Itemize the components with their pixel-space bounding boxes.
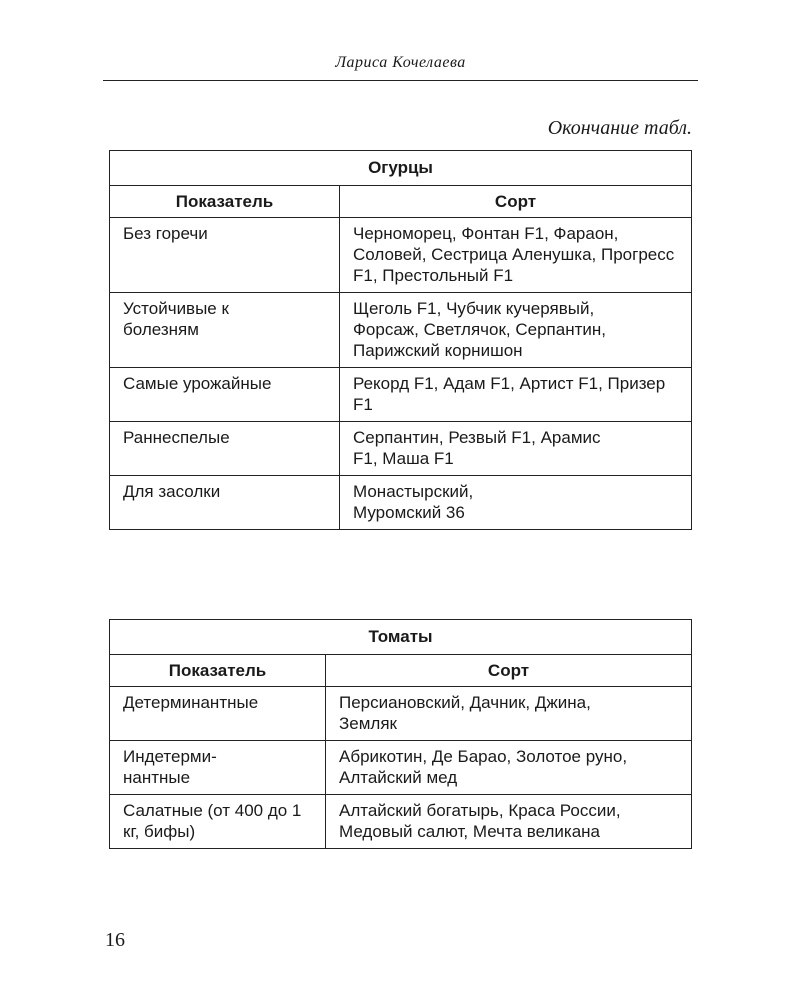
variety-cell: Серпантин, Резвый F1, Арамис F1, Маша F1 [340, 422, 692, 476]
table-row [110, 687, 692, 741]
tomatoes-table-title: Томаты [110, 620, 692, 655]
table-row [110, 476, 692, 530]
indicator-cell: Детерминантные [110, 687, 326, 741]
table-row [110, 368, 692, 422]
column-header-variety: Сорт [340, 186, 692, 218]
table-row [110, 293, 692, 368]
indicator-cell: Салатные (от 400 до 1 кг, бифы) [110, 795, 326, 849]
variety-cell: Монастырский, Муромский 36 [340, 476, 692, 530]
running-head-author: Лариса Кочелаева [335, 54, 466, 71]
indicator-cell: Раннеспелые [110, 422, 340, 476]
table-row [110, 741, 692, 795]
indicator-cell: Для засолки [110, 476, 340, 530]
indicator-cell: Самые урожайные [110, 368, 340, 422]
tomatoes-table [109, 619, 692, 849]
table-row [110, 218, 692, 293]
variety-cell: Щеголь F1, Чубчик кучерявый, Форсаж, Светлячок, Серпантин, Парижский корнишон [340, 293, 692, 368]
cucumbers-table-title: Огурцы [110, 151, 692, 186]
header-rule [103, 80, 698, 81]
variety-cell: Абрикотин, Де Барао, Золотое руно, Алтайский мед [326, 741, 692, 795]
column-header-indicator: Показатель [110, 655, 326, 687]
cucumbers-table [109, 150, 692, 530]
column-header-indicator: Показатель [110, 186, 340, 218]
indicator-cell: Устойчивые к болезням [110, 293, 340, 368]
variety-cell: Рекорд F1, Адам F1, Артист F1, Призер F1 [340, 368, 692, 422]
variety-cell: Персиановский, Дачник, Джина, Земляк [326, 687, 692, 741]
page-number: 16 [105, 929, 125, 951]
column-header-variety: Сорт [326, 655, 692, 687]
variety-cell: Алтайский богатырь, Краса России, Медовый салют, Мечта великана [326, 795, 692, 849]
indicator-cell: Индетерми-нантные [110, 741, 326, 795]
table-continuation-note: Окончание табл. [547, 117, 692, 139]
table-row [110, 422, 692, 476]
indicator-cell: Без горечи [110, 218, 340, 293]
variety-cell: Черноморец, Фонтан F1, Фараон, Соловей, Сестрица Аленушка, Прогресс F1, Престольный F1 [340, 218, 692, 293]
table-row [110, 795, 692, 849]
